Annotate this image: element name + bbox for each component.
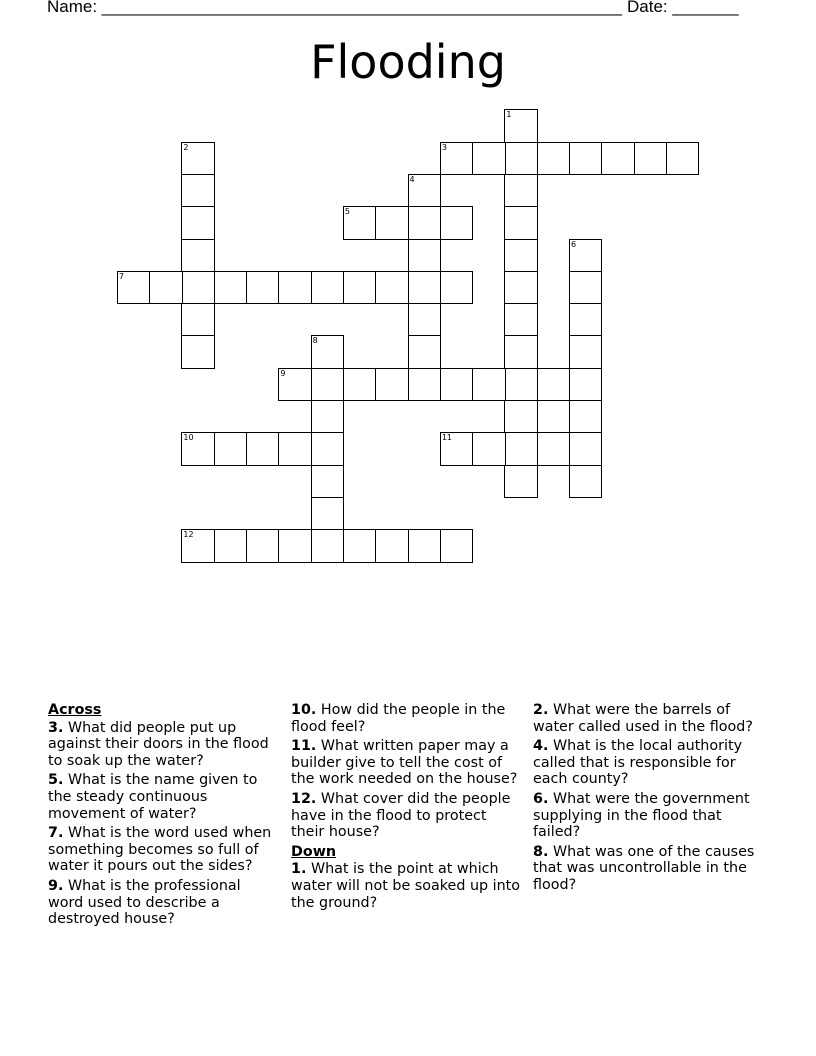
grid-cell[interactable]	[343, 529, 376, 562]
cell-number: 10	[183, 433, 194, 443]
down-clue-2	[533, 702, 763, 735]
grid-cell[interactable]	[440, 529, 473, 562]
date-field-label: Date: _______	[627, 0, 739, 16]
grid-cell[interactable]	[181, 271, 214, 304]
grid-cell[interactable]	[504, 206, 537, 239]
clue-number: 3.	[48, 719, 64, 736]
grid-cell[interactable]	[408, 368, 441, 401]
puzzle-title: Flooding	[310, 35, 506, 89]
grid-cell[interactable]	[311, 465, 344, 498]
cell-number: 1	[506, 110, 512, 120]
grid-cell[interactable]	[440, 206, 473, 239]
clue-text: What is the professional word used to describe a destroyed house?	[48, 877, 241, 928]
grid-cell[interactable]	[569, 368, 602, 401]
clue-number: 2.	[533, 702, 549, 718]
clue-text: What is the word used when something becomes so full of water it pours out the sides?	[48, 825, 272, 875]
grid-cell[interactable]	[311, 335, 344, 368]
grid-cell[interactable]	[181, 529, 214, 562]
cell-number: 12	[183, 530, 194, 540]
clue-number: 7.	[48, 825, 64, 842]
clue-number: 4.	[533, 738, 549, 755]
grid-cell[interactable]	[278, 368, 311, 401]
grid-cell[interactable]	[504, 271, 537, 304]
cell-number: 2	[183, 142, 189, 152]
grid-cell[interactable]	[537, 368, 570, 401]
grid-cell[interactable]	[504, 335, 537, 368]
grid-cell[interactable]	[601, 142, 634, 175]
cell-number: 8	[312, 336, 318, 346]
grid-cell[interactable]	[375, 271, 408, 304]
grid-cell[interactable]	[311, 368, 344, 401]
down-clue-8	[533, 844, 763, 894]
grid-cell[interactable]	[440, 142, 473, 175]
clue-number: 8.	[533, 843, 549, 860]
name-field-label: Name: _______________________________________________________	[47, 0, 622, 16]
grid-cell[interactable]	[246, 529, 279, 562]
grid-cell[interactable]	[569, 465, 602, 498]
grid-cell[interactable]	[181, 335, 214, 368]
grid-cell[interactable]	[117, 271, 150, 304]
cell-number: 6	[571, 239, 577, 249]
grid-cell[interactable]	[246, 271, 279, 304]
across-clue-9	[48, 878, 278, 928]
grid-cell[interactable]	[278, 529, 311, 562]
across-clue-7	[48, 825, 278, 875]
grid-cell[interactable]	[504, 142, 537, 175]
across-heading: Across	[48, 702, 102, 718]
cell-number: 9	[280, 368, 286, 378]
grid-cell[interactable]	[246, 432, 279, 465]
grid-cell[interactable]	[375, 368, 408, 401]
grid-cell[interactable]	[472, 432, 505, 465]
clue-number: 12.	[291, 790, 317, 807]
clue-text: What was one of the causes that was uncontrollable in the flood?	[533, 843, 755, 893]
grid-cell[interactable]	[440, 271, 473, 304]
clue-column-2	[291, 702, 521, 914]
grid-cell[interactable]	[569, 335, 602, 368]
clue-number: 10.	[291, 702, 317, 718]
grid-cell[interactable]	[569, 432, 602, 465]
grid-cell[interactable]	[375, 529, 408, 562]
clue-number: 9.	[48, 877, 64, 894]
grid-cell[interactable]	[504, 239, 537, 272]
grid-cell[interactable]	[408, 303, 441, 336]
clue-number: 1.	[291, 861, 307, 878]
clue-text: How did the people in the flood feel?	[291, 702, 506, 735]
clue-number: 5.	[48, 772, 64, 789]
clue-text: What were the government supplying in the flood that failed?	[533, 790, 750, 841]
clue-text: What cover did the people have in the flood to protect their house?	[291, 790, 511, 841]
clue-text: What is the name given to the steady continuous movement of water?	[48, 772, 258, 822]
grid-cell[interactable]	[569, 142, 602, 175]
cell-number: 7	[118, 271, 124, 281]
across-clue-3	[48, 720, 278, 770]
across-clue-5	[48, 772, 278, 822]
grid-cell[interactable]	[181, 239, 214, 272]
across-clue-12	[291, 791, 521, 841]
clue-text: What did people put up against their doors in the flood to soak up the water?	[48, 719, 269, 769]
across-clue-10	[291, 702, 521, 735]
grid-cell[interactable]	[214, 432, 247, 465]
grid-cell[interactable]	[408, 239, 441, 272]
grid-cell[interactable]	[181, 206, 214, 239]
grid-cell[interactable]	[666, 142, 699, 175]
grid-cell[interactable]	[440, 432, 473, 465]
grid-cell[interactable]	[504, 400, 537, 433]
grid-cell[interactable]	[504, 303, 537, 336]
grid-cell[interactable]	[181, 303, 214, 336]
clue-text: What were the barrels of water called used in the flood?	[533, 702, 753, 735]
grid-cell[interactable]	[375, 206, 408, 239]
grid-cell[interactable]	[408, 335, 441, 368]
down-clue-6	[533, 791, 763, 841]
grid-cell[interactable]	[214, 271, 247, 304]
grid-cell[interactable]	[311, 497, 344, 530]
grid-cell[interactable]	[472, 142, 505, 175]
clue-number: 6.	[533, 790, 549, 807]
down-clue-1	[291, 861, 521, 911]
grid-cell[interactable]	[569, 271, 602, 304]
cell-number: 3	[441, 142, 447, 152]
grid-cell[interactable]	[181, 174, 214, 207]
down-heading: Down	[291, 843, 337, 860]
grid-cell[interactable]	[278, 271, 311, 304]
grid-cell[interactable]	[408, 174, 441, 207]
grid-cell[interactable]	[278, 432, 311, 465]
clue-text: What written paper may a builder give to tell the cost of the work needed on the house?	[291, 738, 518, 788]
grid-cell[interactable]	[181, 432, 214, 465]
grid-cell[interactable]	[408, 271, 441, 304]
clue-text: What is the local authority called that is responsible for each county?	[533, 738, 743, 788]
across-clue-11	[291, 738, 521, 788]
grid-cell[interactable]	[311, 529, 344, 562]
grid-cell[interactable]	[569, 400, 602, 433]
grid-cell[interactable]	[634, 142, 667, 175]
grid-cell[interactable]	[504, 465, 537, 498]
grid-cell[interactable]	[472, 368, 505, 401]
grid-cell[interactable]	[408, 206, 441, 239]
grid-cell[interactable]	[440, 368, 473, 401]
grid-cell[interactable]	[343, 368, 376, 401]
grid-cell[interactable]	[408, 529, 441, 562]
clue-column-3	[533, 702, 763, 897]
grid-cell[interactable]	[214, 529, 247, 562]
grid-cell[interactable]	[569, 239, 602, 272]
grid-cell[interactable]	[504, 174, 537, 207]
grid-cell[interactable]	[504, 109, 537, 142]
cell-number: 11	[441, 433, 452, 443]
grid-cell[interactable]	[504, 368, 537, 401]
grid-cell[interactable]	[569, 303, 602, 336]
cell-number: 4	[409, 174, 415, 184]
grid-cell[interactable]	[537, 432, 570, 465]
grid-cell[interactable]	[504, 432, 537, 465]
clue-text: What is the point at which water will not be soaked up into the ground?	[291, 861, 521, 911]
grid-cell[interactable]	[311, 432, 344, 465]
grid-cell[interactable]	[537, 142, 570, 175]
grid-cell[interactable]	[311, 400, 344, 433]
grid-cell[interactable]	[343, 271, 376, 304]
grid-cell[interactable]	[343, 206, 376, 239]
cell-number: 5	[344, 207, 350, 217]
clue-column-1	[48, 702, 278, 931]
grid-cell[interactable]	[181, 142, 214, 175]
grid-cell[interactable]	[311, 271, 344, 304]
down-clue-4	[533, 738, 763, 788]
grid-cell[interactable]	[149, 271, 182, 304]
clue-number: 11.	[291, 738, 317, 755]
